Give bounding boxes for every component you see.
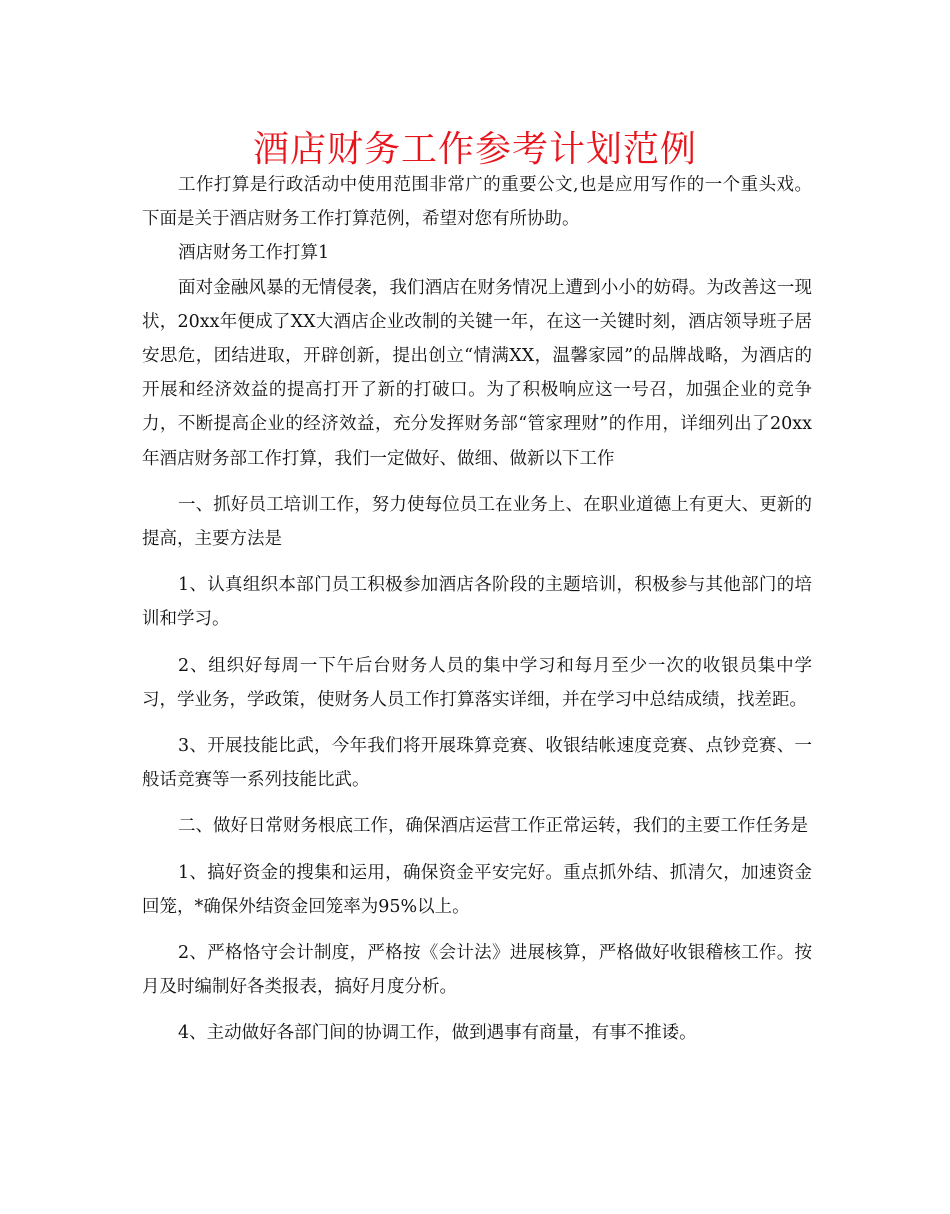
paragraph-item-2-1: 1、搞好资金的搜集和运用，确保资金平安完好。重点抓外结、抓清欠，加速资金回笼，*确保外结资金回笼率为95%以上。 (142, 862, 812, 917)
paragraph-plan-heading: 酒店财务工作打算1 (178, 243, 330, 264)
paragraph-item-2-2: 2、严格恪守会计制度，严格按《会计法》进展核算，严格做好收银稽核工作。按月及时编制好各类报表，搞好月度分析。 (142, 943, 812, 998)
paragraph-section-one: 一、抓好员工培训工作，努力使每位员工在业务上、在职业道德上有更大、更新的提高，主要方法是 (142, 494, 812, 550)
paragraph-section-two: 二、做好日常财务根底工作，确保酒店运营工作正常运转，我们的主要工作任务是 (178, 816, 808, 837)
paragraph-item-1-1: 1、认真组织本部门员工积极参加酒店各阶段的主题培训，积极参与其他部门的培训和学习。 (142, 575, 812, 630)
document-title: 酒店财务工作参考计划范例 (252, 129, 697, 170)
paragraph-background: 面对金融风暴的无情侵袭，我们酒店在财务情况上遭到小小的妨碍。为改善这一现状，20xx年便成了XX大酒店企业改制的关键一年，在这一关键时刻，酒店领导班子居安思危，团结进取，开辟创新，提出创立“情满XX，温馨家园”的品牌战略，为酒店的开展和经济效益的提高打开了新的打破口。为了积极响应这一号召，加强企业的竞争力，不断提高企业的经济效益，充分发挥财务部“管家理财”的作用，详细列出了20xx年酒店财务部工作打算，我们一定做好、做细、做新以下工作 (142, 277, 812, 469)
paragraph-item-1-3: 3、开展技能比武，今年我们将开展珠算竞赛、收银结帐速度竞赛、点钞竞赛、一般话竞赛等一系列技能比武。 (142, 736, 812, 791)
document-body (142, 168, 812, 1051)
paragraph-item-1-2: 2、组织好每周一下午后台财务人员的集中学习和每月至少一次的收银员集中学习，学业务，学政策，使财务人员工作打算落实详细，并在学习中总结成绩，找差距。 (142, 655, 812, 710)
paragraph-intro: 工作打算是行政活动中使用范围非常广的重要公文,也是应用写作的一个重头戏。下面是关于酒店财务工作打算范例，希望对您有所协助。 (142, 175, 812, 230)
paragraph-item-2-4: 4、主动做好各部门间的协调工作，做到遇事有商量，有事不推诿。 (178, 1023, 697, 1044)
